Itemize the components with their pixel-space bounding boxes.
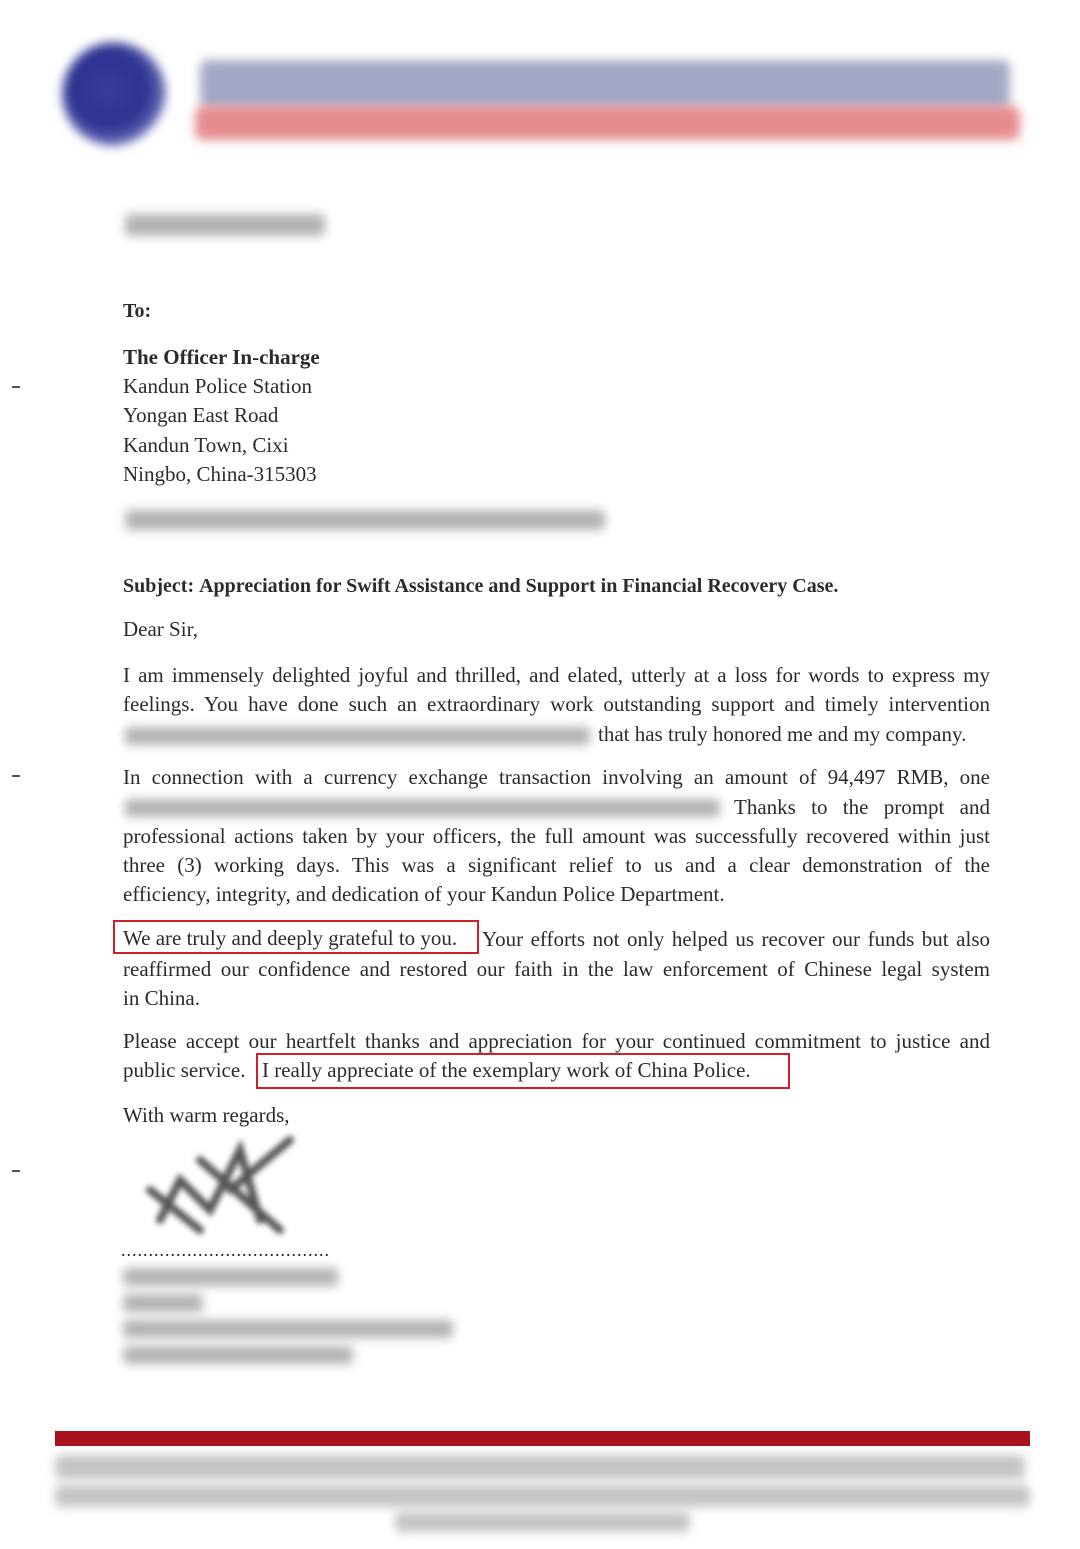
recipient-address-line2: Yongan East Road bbox=[123, 403, 279, 427]
margin-mark-1 bbox=[12, 386, 20, 388]
letterhead-logo bbox=[62, 42, 166, 146]
footer-bar bbox=[55, 1431, 1030, 1446]
subject-line bbox=[123, 575, 838, 598]
p4-line2-highlight: I really appreciate of the exemplary work of China Police. bbox=[262, 1058, 751, 1082]
p2-line1: In connection with a currency exchange transaction involving an amount of 94,497 RMB, one bbox=[123, 765, 990, 789]
recipient-title: The Officer In-charge bbox=[123, 345, 320, 369]
letterhead-company-name-redacted bbox=[200, 60, 1010, 108]
p4-line1: Please accept our heartfelt thanks and appreciation for your continued commitment to justice and bbox=[123, 1029, 990, 1053]
date-redacted bbox=[125, 214, 325, 236]
signature-line: ...................................... bbox=[121, 1240, 330, 1260]
salutation: Dear Sir, bbox=[123, 617, 198, 641]
subject-text: Appreciation for Swift Assistance and Support in Financial Recovery Case. bbox=[199, 575, 839, 597]
recipient-address-line4: Ningbo, China-315303 bbox=[123, 462, 317, 486]
sender-title-redacted bbox=[123, 1294, 203, 1312]
p4-line2-start: public service. bbox=[123, 1058, 246, 1082]
p1-line3-tail: that has truly honored me and my company. bbox=[598, 722, 967, 746]
p3-line3: in China. bbox=[123, 986, 200, 1010]
p1-line1: I am immensely delighted joyful and thrilled, and elated, utterly at a loss for words to express my bbox=[123, 663, 990, 687]
sender-name-redacted bbox=[123, 1268, 338, 1286]
footer-address-line1-redacted bbox=[55, 1455, 1025, 1479]
p2-line4: three (3) working days. This was a significant relief to us and a clear demonstration of the bbox=[123, 853, 990, 877]
footer-web-redacted bbox=[395, 1512, 690, 1532]
p2-line5: efficiency, integrity, and dedication of your Kandun Police Department. bbox=[123, 882, 725, 906]
margin-mark-2 bbox=[12, 775, 20, 777]
reference-redacted bbox=[125, 510, 605, 530]
sender-phone-redacted bbox=[123, 1346, 353, 1364]
highlight-box-appreciate bbox=[256, 1053, 790, 1089]
p3-line2: reaffirmed our confidence and restored our faith in the law enforcement of Chinese legal system bbox=[123, 957, 990, 981]
p2-line3: professional actions taken by your officers, the full amount was successfully recovered within just bbox=[123, 824, 990, 848]
footer-address-line2-redacted bbox=[55, 1485, 1030, 1507]
recipient-address-line1: Kandun Police Station bbox=[123, 374, 312, 398]
closing: With warm regards, bbox=[123, 1103, 290, 1127]
subject-label: Subject: bbox=[123, 575, 195, 597]
p1-line3-redacted bbox=[125, 727, 590, 745]
recipient-address-line3: Kandun Town, Cixi bbox=[123, 433, 289, 457]
p3-line1-rest: Your efforts not only helped us recover our funds but also bbox=[482, 927, 990, 951]
sender-company-redacted bbox=[123, 1320, 453, 1338]
p3-line1-highlight: We are truly and deeply grateful to you. bbox=[123, 926, 458, 950]
p1-line2: feelings. You have done such an extraordinary work outstanding support and timely intervention bbox=[123, 692, 990, 716]
highlight-box-grateful bbox=[113, 920, 479, 954]
to-label: To: bbox=[123, 300, 152, 322]
letterhead-tagline-redacted bbox=[195, 106, 1020, 140]
p2-line2-redacted bbox=[125, 799, 720, 817]
p2-line2-tail: Thanks to the prompt and bbox=[734, 795, 990, 819]
signature-image bbox=[140, 1130, 320, 1240]
margin-mark-3 bbox=[12, 1170, 20, 1172]
